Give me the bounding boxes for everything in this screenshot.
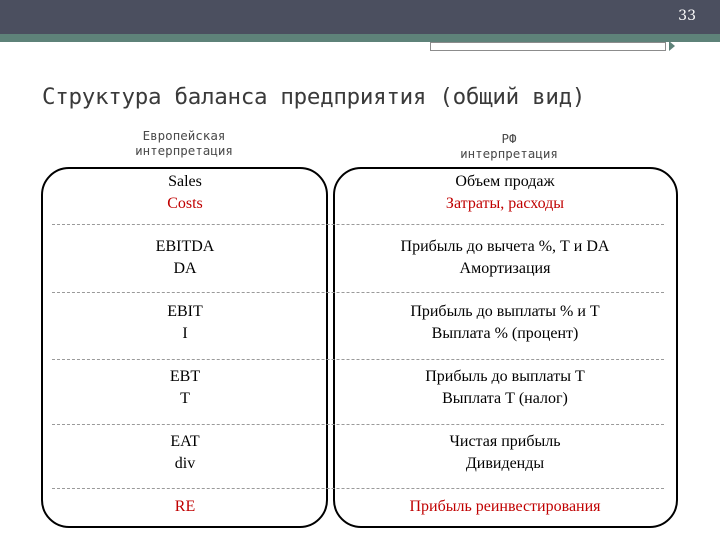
term-line: EBITDA: [155, 238, 215, 255]
row-divider: [52, 424, 664, 425]
term-line: Выплата % (процент): [431, 325, 579, 342]
term-line: EBT: [169, 368, 201, 385]
term-line: Прибыль до выплаты % и Т: [410, 303, 600, 320]
term-line: Затраты, расходы: [445, 195, 565, 212]
european-term-cell: [85, 301, 285, 345]
european-term-cell: [85, 366, 285, 410]
rf-term-cell: [345, 236, 665, 280]
european-term-cell: [85, 236, 285, 280]
european-term-cell: [85, 171, 285, 215]
term-line: Costs: [167, 195, 203, 212]
term-line: div: [174, 455, 196, 472]
term-line: Дивиденды: [465, 455, 545, 472]
european-term-cell: [85, 431, 285, 475]
term-line: Амортизация: [459, 260, 551, 277]
term-line: Прибыль до вычета %, Т и DA: [400, 238, 610, 255]
header-accent-bar: [0, 34, 720, 42]
column-header-european: [74, 128, 294, 158]
rf-term-cell: [345, 366, 665, 410]
header-bar: [0, 0, 720, 34]
triangle-icon: [669, 41, 675, 51]
row-divider: [52, 224, 664, 225]
page-title: Структура баланса предприятия (общий вид): [42, 84, 586, 110]
term-line: T: [180, 390, 190, 407]
term-line: Sales: [168, 173, 202, 190]
term-line: DA: [173, 260, 197, 277]
column-header-line: Европейская: [142, 128, 226, 143]
term-line: I: [182, 325, 188, 342]
rf-term-cell: [345, 431, 665, 475]
rf-term-cell: [345, 171, 665, 215]
rf-term-cell: [345, 301, 665, 345]
column-header-line: интерпретация: [460, 146, 558, 161]
rf-term-cell: [345, 496, 665, 518]
column-header-line: РФ: [501, 131, 517, 146]
term-line: Прибыль реинвестирования: [409, 498, 601, 515]
term-line: RE: [174, 498, 196, 515]
term-line: Прибыль до выплаты Т: [425, 368, 585, 385]
term-line: EBIT: [167, 303, 203, 320]
slide-number: 33: [678, 8, 696, 24]
row-divider: [52, 488, 664, 489]
header-decor-strip: [430, 42, 666, 51]
row-divider: [52, 292, 664, 293]
term-line: EAT: [170, 433, 200, 450]
column-header-rf: [399, 131, 619, 161]
european-term-cell: [85, 496, 285, 518]
row-divider: [52, 359, 664, 360]
term-line: Объем продаж: [455, 173, 555, 190]
term-line: Выплата Т (налог): [442, 390, 568, 407]
term-line: Чистая прибыль: [449, 433, 561, 450]
column-header-line: интерпретация: [135, 143, 233, 158]
